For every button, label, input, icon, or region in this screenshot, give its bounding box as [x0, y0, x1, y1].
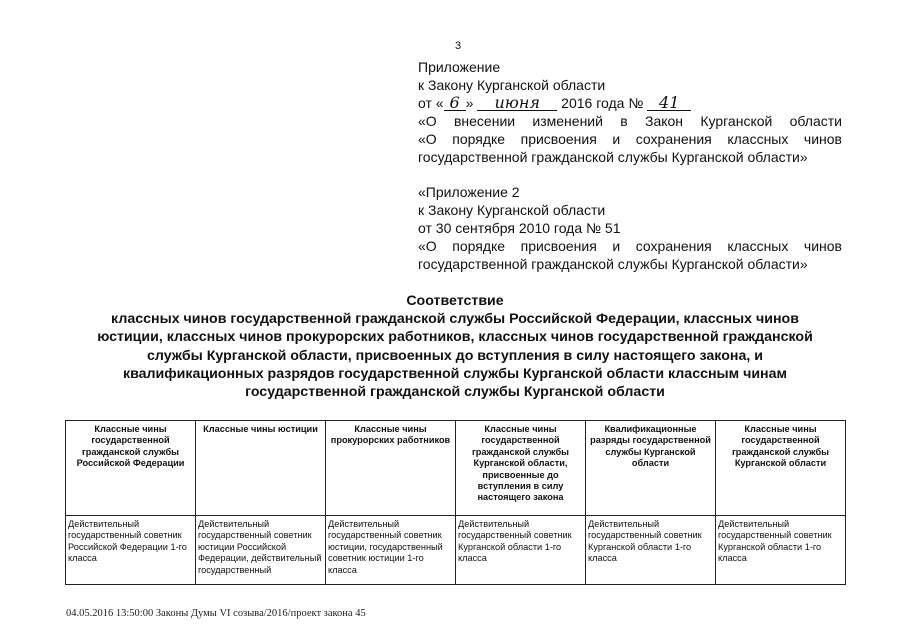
appendix-law-title-2: «О порядке присвоения и сохранения классных чинов — [418, 131, 842, 147]
table-cell: Действительный государственный советник Российской Федерации 1-го класса — [66, 516, 196, 585]
appendix2-date: от 30 сентября 2010 года № 51 — [418, 220, 621, 236]
appendix2-header — [418, 183, 842, 273]
title-line: классных чинов государственной гражданской службы Российской Федерации, классных чинов — [111, 311, 799, 328]
title-line: юстиции, классных чинов прокурорских работников, классных чинов государственной гражданской — [97, 329, 813, 346]
table-header-row — [66, 421, 846, 516]
table-header-cell: Классные чины прокурорских работников — [326, 421, 456, 516]
table-row — [66, 516, 846, 585]
document-title — [40, 292, 870, 401]
appendix-header — [418, 58, 842, 166]
title-line: Соответствие — [406, 293, 504, 309]
date-suffix: 2016 года № — [561, 95, 644, 111]
title-line: квалификационных разрядов государственной службы Курганской области классным чинам — [122, 365, 788, 382]
handwritten-day: 6 — [444, 96, 466, 111]
appendix2-law-title-2: государственной гражданской службы Курганской области» — [418, 256, 808, 272]
appendix-law-title-3: государственной гражданской службы Курганской области» — [418, 149, 808, 165]
table-header-cell: Классные чины государственной гражданской службы Курганской области — [716, 421, 846, 516]
appendix-date-line — [418, 94, 842, 112]
table-cell: Действительный государственный советник Курганской области 1-го класса — [716, 516, 846, 585]
table-cell: Действительный государственный советник юстиции Российской Федерации, действительный государственный — [196, 516, 326, 585]
footer-file-path: 04.05.2016 13:50:00 Законы Думы VI созыва/2016/проект закона 45 — [66, 608, 366, 619]
correspondence-table — [65, 420, 846, 585]
date-mid: » — [465, 95, 474, 111]
table-header-cell: Квалификационные разряды государственной службы Курганской области — [586, 421, 716, 516]
page-number: 3 — [455, 40, 462, 52]
table-cell: Действительный государственный советник юстиции, государственный советник юстиции 1-го класса — [326, 516, 456, 585]
table-cell: Действительный государственный советник Курганской области 1-го класса — [456, 516, 586, 585]
title-line: службы Курганской области, присвоенных до вступления в силу настоящего закона, и — [147, 347, 763, 364]
handwritten-law-number: 41 — [647, 96, 691, 111]
table-header-cell: Классные чины государственной гражданской службы Курганской области, присвоенные до вступления в силу настоящего закона — [456, 421, 586, 516]
appendix2-law-title-1: «О порядке присвоения и сохранения классных чинов — [418, 238, 842, 254]
handwritten-month: июня — [477, 96, 557, 111]
table-header-cell: Классные чины юстиции — [196, 421, 326, 516]
date-prefix: от « — [418, 95, 444, 111]
appendix2-law-ref: к Закону Курганской области — [418, 202, 606, 218]
table-header-cell: Классные чины государственной гражданской службы Российской Федерации — [66, 421, 196, 516]
title-line: государственной гражданской службы Курганской области — [245, 384, 665, 401]
table-cell: Действительный государственный советник Курганской области 1-го класса — [586, 516, 716, 585]
appendix2-title: «Приложение 2 — [418, 184, 520, 200]
appendix-law-title-1: «О внесении изменений в Закон Курганской области — [418, 113, 842, 129]
appendix-title: Приложение — [418, 59, 501, 75]
appendix-law-ref: к Закону Курганской области — [418, 77, 606, 93]
